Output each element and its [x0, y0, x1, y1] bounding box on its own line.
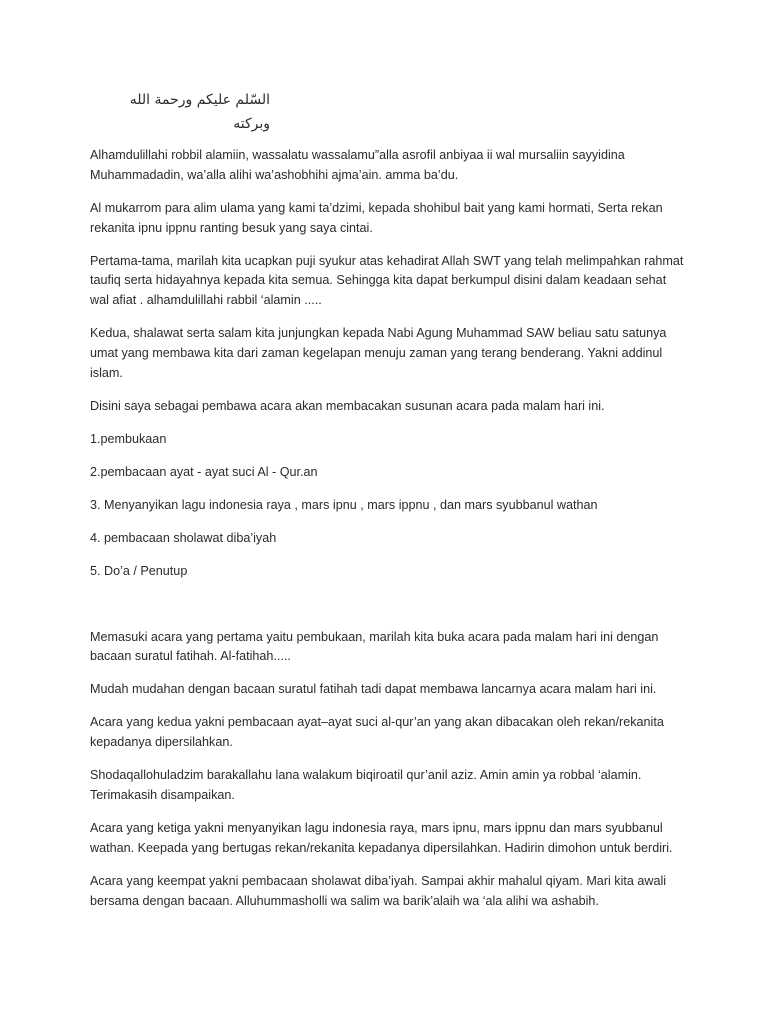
paragraph-intro-1: Alhamdulillahi robbil alamiin, wassalatu wassalamu”alla asrofil anbiyaa ii wal mursaliin sayyidina Muhammadadin, wa’alla alihi wa’ashobhihi ajma’ain. amma ba’du.: [90, 148, 625, 182]
agenda-item-4: 4. pembacaan sholawat diba’iyah: [90, 530, 277, 545]
paragraph-body-1: Memasuki acara yang pertama yaitu pembukaan, marilah kita buka acara pada malam hari ini dengan bacaan suratul fatihah. Al-fatihah.....: [90, 629, 659, 664]
agenda-item-5: 5. Do’a / Penutup: [90, 563, 188, 578]
paragraph-body-2: Mudah mudahan dengan bacaan suratul fatihah tadi dapat membawa lancarnya acara malam hari ini.: [90, 682, 657, 697]
agenda-item-3: 3. Menyanyikan lagu indonesia raya , mars ipnu , mars ippnu , dan mars syubbanul wathan: [90, 497, 598, 512]
paragraph-body-5: Acara yang ketiga yakni menyanyikan lagu indonesia raya, mars ipnu, mars ippnu dan mars syubbanul wathan. Keepada yang bertugas rekan/rekanita kepadanya dipersilahkan. Hadirin dimohon untuk berdiri.: [90, 820, 673, 855]
paragraph-intro-2: Al mukarrom para alim ulama yang kami ta’dzimi, kepada shohibul bait yang kami hormati, Serta rekan rekanita ipnu ippnu ranting besuk yang saya cintai.: [90, 200, 663, 235]
agenda-item-2: 2.pembacaan ayat - ayat suci Al - Qur.an: [90, 464, 318, 479]
salam-greeting: السّلم عليكم ورحمة الله وبركته: [129, 92, 270, 132]
paragraph-intro-4: Kedua, shalawat serta salam kita junjungkan kepada Nabi Agung Muhammad SAW beliau satu satunya umat yang membawa kita dari zaman kegelapan menuju zaman yang terang benderang. Yakni addinul islam.: [90, 326, 667, 380]
agenda-item-1: 1.pembukaan: [90, 431, 167, 446]
paragraph-body-6: Acara yang keempat yakni pembacaan sholawat diba’iyah. Sampai akhir mahalul qiyam. Mari kita awali bersama dengan bacaan. Alluhummasholli wa salim wa barik’alaih wa ‘ala alihi wa ashabih.: [90, 873, 667, 908]
paragraph-body-4: Shodaqallohuladzim barakallahu lana walakum biqiroatil qur’anil aziz. Amin amin ya robbal ‘alamin. Terimakasih disampaikan.: [90, 768, 642, 802]
paragraph-body-3: Acara yang kedua yakni pembacaan ayat–ayat suci al-qur’an yang akan dibacakan oleh rekan/rekanita kepadanya dipersilahkan.: [90, 715, 664, 750]
paragraph-intro-3: Pertama-tama, marilah kita ucapkan puji syukur atas kehadirat Allah SWT yang telah melimpahkan rahmat taufiq serta hidayahnya kepada kita semua. Sehingga kita dapat berkumpul disini dalam keadaan sehat wal afiat . alhamdulillahi rabbil ‘alamin .....: [90, 253, 684, 308]
blank-line: [90, 595, 688, 628]
paragraph-intro-5: Disini saya sebagai pembawa acara akan membacakan susunan acara pada malam hari ini.: [90, 398, 605, 413]
